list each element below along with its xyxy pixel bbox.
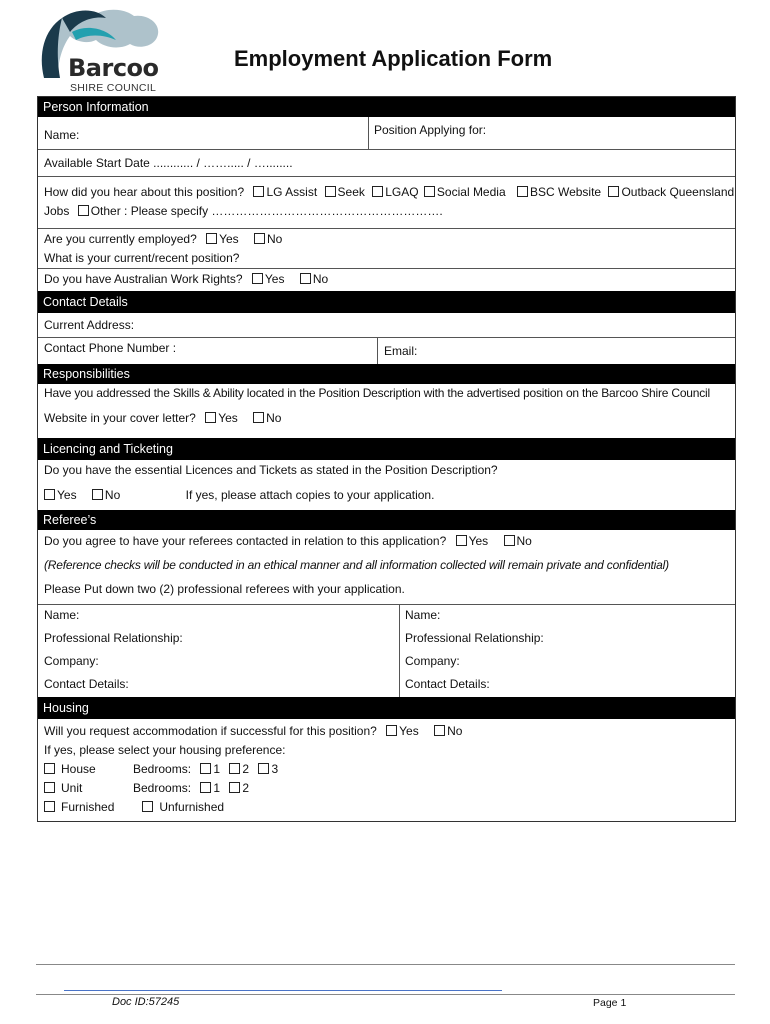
- referees-agree-question: Do you agree to have your referees contacted in relation to this application?: [44, 534, 447, 548]
- house-bed-1-label: 1: [213, 762, 221, 776]
- logo-brand-name: Barcoo: [68, 54, 159, 82]
- responsibilities-no-label: No: [266, 411, 282, 425]
- position-field[interactable]: [368, 117, 735, 149]
- accommodation-question: Will you request accommodation if successful for this position?: [44, 724, 377, 738]
- logo-brand-sub: SHIRE COUNCIL: [70, 82, 157, 94]
- referees-no-label: No: [516, 534, 532, 548]
- address-label: Current Address:: [44, 318, 135, 332]
- licencing-question: Do you have the essential Licences and Tickets as stated in the Position Description?: [44, 463, 498, 477]
- responsibilities-row: [38, 384, 735, 438]
- work-rights-no-checkbox[interactable]: [300, 273, 311, 284]
- furnished-label: Furnished: [61, 800, 115, 814]
- start-date-label: Available Start Date ............ / ……..... / …........: [44, 156, 293, 170]
- referee-2: [399, 605, 735, 697]
- seek-checkbox[interactable]: [325, 186, 336, 197]
- bsc-website-checkbox[interactable]: [517, 186, 528, 197]
- social-media-checkbox[interactable]: [424, 186, 435, 197]
- responsibilities-question-2: Website in your cover letter?: [44, 411, 196, 425]
- licencing-no-label: No: [104, 488, 121, 502]
- referees-instruction: Please Put down two (2) professional referees with your application.: [44, 582, 405, 596]
- unit-checkbox[interactable]: [44, 782, 55, 793]
- house-bedrooms-label: Bedrooms:: [133, 762, 192, 776]
- application-form: [37, 96, 736, 822]
- unit-bed-1-label: 1: [213, 781, 221, 795]
- hear-about-row: [38, 176, 735, 228]
- licencing-yes-label: Yes: [57, 488, 77, 502]
- footer-divider-top: [36, 964, 735, 965]
- house-bed-1-checkbox[interactable]: [200, 763, 211, 774]
- lg-assist-checkbox[interactable]: [253, 186, 264, 197]
- accommodation-no-checkbox[interactable]: [434, 725, 445, 736]
- accommodation-no-label: No: [447, 724, 463, 738]
- house-label: House: [61, 762, 96, 776]
- employed-no-label: No: [267, 232, 283, 246]
- footer-accent-line: [64, 990, 502, 991]
- work-rights-row: [38, 268, 735, 291]
- unit-bed-2-label: 2: [242, 781, 250, 795]
- section-header-responsibilities: Responsibilities: [38, 364, 735, 384]
- email-field[interactable]: [377, 338, 735, 364]
- unfurnished-checkbox[interactable]: [142, 801, 153, 812]
- email-label: Email:: [384, 344, 418, 358]
- phone-field[interactable]: [38, 338, 377, 364]
- work-rights-yes-label: Yes: [264, 272, 285, 286]
- housing-preference-label: If yes, please select your housing preference:: [44, 743, 286, 757]
- employed-question: Are you currently employed?: [44, 232, 197, 246]
- referees-yes-label: Yes: [468, 534, 489, 548]
- responsibilities-yes-label: Yes: [218, 411, 238, 425]
- referee-1-company-field[interactable]: Company:: [44, 654, 99, 668]
- referees-intro-row: [38, 530, 735, 604]
- house-bed-2-checkbox[interactable]: [229, 763, 240, 774]
- licencing-no-checkbox[interactable]: [92, 489, 103, 500]
- outback-queensland-checkbox[interactable]: [608, 186, 619, 197]
- other-specify-label: Other : Please specify ………………………………………………….: [90, 204, 443, 218]
- house-bed-3-label: 3: [271, 762, 279, 776]
- licencing-yes-checkbox[interactable]: [44, 489, 55, 500]
- responsibilities-question-1: Have you addressed the Skills & Ability located in the Position Description with the advertised position on the Barcoo Shire Council: [44, 386, 710, 400]
- name-position-row: [38, 117, 735, 149]
- referee-1-name-field[interactable]: Name:: [44, 608, 80, 622]
- responsibilities-no-checkbox[interactable]: [253, 412, 264, 423]
- referee-2-name-field[interactable]: Name:: [405, 608, 441, 622]
- section-header-housing: Housing: [38, 697, 735, 719]
- work-rights-question: Do you have Australian Work Rights?: [44, 272, 243, 286]
- referees-grid: [38, 604, 735, 697]
- work-rights-yes-checkbox[interactable]: [252, 273, 263, 284]
- furnished-checkbox[interactable]: [44, 801, 55, 812]
- barcoo-logo: [36, 4, 176, 96]
- outback-queensland-label: Outback Queensland: [621, 185, 735, 199]
- doc-id: Doc ID:57245: [112, 996, 180, 1008]
- section-header-contact: Contact Details: [38, 291, 735, 313]
- seek-label: Seek: [337, 185, 365, 199]
- responsibilities-yes-checkbox[interactable]: [205, 412, 216, 423]
- unit-bed-2-checkbox[interactable]: [229, 782, 240, 793]
- employment-row: [38, 228, 735, 268]
- name-field[interactable]: [38, 117, 368, 149]
- employed-no-checkbox[interactable]: [254, 233, 265, 244]
- phone-email-row: [38, 337, 735, 364]
- section-header-referees: Referee’s: [38, 510, 735, 530]
- section-header-licencing: Licencing and Ticketing: [38, 438, 735, 460]
- unit-label: Unit: [61, 781, 83, 795]
- referee-2-relationship-field[interactable]: Professional Relationship:: [405, 631, 544, 645]
- name-label: Name:: [44, 128, 80, 142]
- unit-bed-1-checkbox[interactable]: [200, 782, 211, 793]
- employed-yes-checkbox[interactable]: [206, 233, 217, 244]
- referees-yes-checkbox[interactable]: [456, 535, 467, 546]
- referees-privacy-note: (Reference checks will be conducted in an ethical manner and all information collected will remain private and confidential): [44, 558, 669, 572]
- employed-yes-label: Yes: [219, 232, 239, 246]
- page-number: Page 1: [593, 997, 627, 1009]
- accommodation-yes-checkbox[interactable]: [386, 725, 397, 736]
- address-field[interactable]: [38, 313, 735, 337]
- lgaq-checkbox[interactable]: [372, 186, 383, 197]
- current-position-field[interactable]: [38, 249, 735, 268]
- lg-assist-label: LG Assist: [266, 185, 318, 199]
- referee-1-contact-field[interactable]: Contact Details:: [44, 677, 129, 691]
- section-header-person: Person Information: [38, 97, 735, 117]
- page-title: Employment Application Form: [234, 46, 553, 71]
- house-bed-2-label: 2: [242, 762, 250, 776]
- house-checkbox[interactable]: [44, 763, 55, 774]
- referee-2-contact-field[interactable]: Contact Details:: [405, 677, 490, 691]
- jobs-label: Jobs: [44, 204, 70, 218]
- lgaq-label: LGAQ: [385, 185, 419, 199]
- start-date-row[interactable]: [38, 149, 735, 176]
- social-media-label: Social Media: [436, 185, 506, 199]
- work-rights-no-label: No: [312, 272, 329, 286]
- referees-no-checkbox[interactable]: [504, 535, 515, 546]
- accommodation-yes-label: Yes: [399, 724, 419, 738]
- referee-1: [38, 605, 399, 697]
- licencing-attach-note: If yes, please attach copies to your application.: [185, 488, 435, 502]
- referee-2-company-field[interactable]: Company:: [405, 654, 460, 668]
- bsc-website-label: BSC Website: [529, 185, 602, 199]
- phone-label: Contact Phone Number :: [44, 341, 177, 355]
- referee-1-relationship-field[interactable]: Professional Relationship:: [44, 631, 183, 645]
- position-label: Position Applying for:: [374, 123, 487, 137]
- unit-bedrooms-label: Bedrooms:: [133, 781, 192, 795]
- licencing-row: [38, 460, 735, 510]
- unfurnished-label: Unfurnished: [159, 800, 225, 814]
- other-checkbox[interactable]: [78, 205, 89, 216]
- current-position-question: What is your current/recent position?: [44, 251, 240, 265]
- hear-question: How did you hear about this position?: [44, 185, 245, 199]
- housing-row: [38, 719, 735, 821]
- house-bed-3-checkbox[interactable]: [258, 763, 269, 774]
- footer-divider-bottom: [36, 994, 735, 995]
